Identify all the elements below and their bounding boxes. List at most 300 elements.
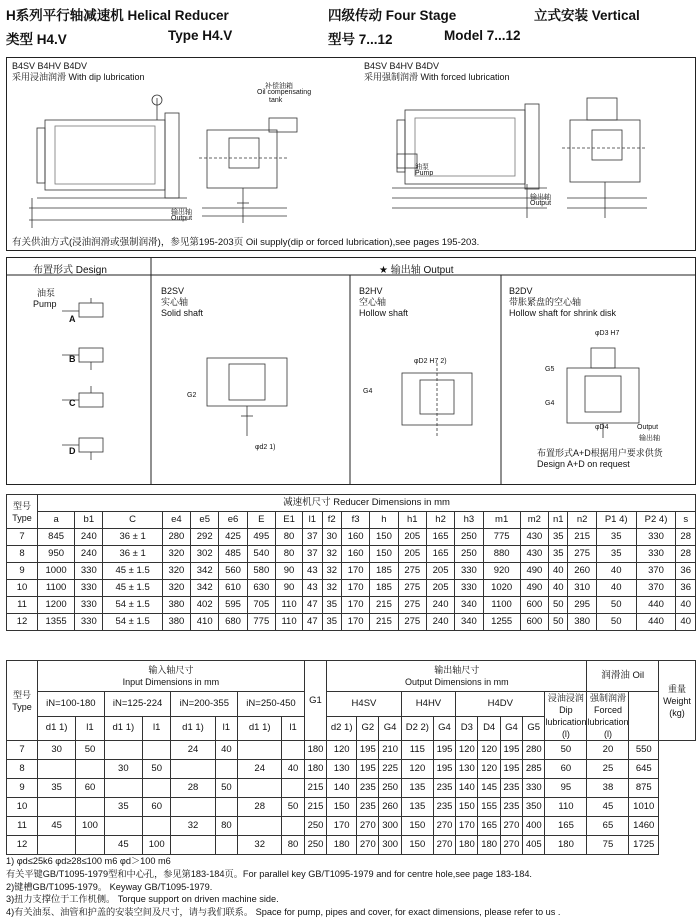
table-cell: 490 (520, 563, 548, 580)
table-cell: 370 (636, 580, 676, 597)
table-cell: 35 (549, 546, 568, 563)
t2-sub-header: G4 (379, 716, 401, 741)
forced-en2: lubrication (587, 717, 629, 727)
table-cell: 120 (456, 741, 478, 760)
table-cell: 195 (433, 741, 455, 760)
table-cell: 250 (379, 779, 401, 798)
table-cell: 235 (433, 779, 455, 798)
t2-sub-header: D2 2) (401, 716, 433, 741)
design-title: 布置形式 Design (33, 265, 107, 276)
table-cell: 170 (341, 580, 369, 597)
table-cell: 210 (379, 741, 401, 760)
table-cell (282, 779, 305, 798)
table-cell (142, 817, 170, 836)
output-title: ★ 输出轴 Output (379, 265, 454, 276)
table-cell: 40 (549, 563, 568, 580)
table-cell: 165 (478, 817, 500, 836)
t1-col-header: h (370, 512, 398, 529)
table-cell: 195 (357, 760, 379, 779)
table-cell: 37 (303, 546, 322, 563)
table-cell: 170 (341, 597, 369, 614)
table-cell (38, 760, 76, 779)
table-cell: 485 (219, 546, 247, 563)
table-cell: 342 (191, 563, 219, 580)
t2-sub-header: l1 (76, 716, 104, 741)
table-cell: 330 (455, 563, 483, 580)
table-cell: 45 (587, 798, 629, 817)
t2-sub-header: G5 (523, 716, 545, 741)
t2-sub-header: d1 1) (171, 716, 215, 741)
table-cell: 195 (500, 741, 522, 760)
b2hv-en: Hollow shaft (359, 308, 409, 318)
table-cell: 180 (478, 836, 500, 855)
dip-unit: (l) (561, 729, 570, 739)
table-cell: 215 (304, 798, 326, 817)
table-cell: 1100 (483, 597, 520, 614)
table-cell: 330 (636, 529, 676, 546)
output-cn-dv: 输出轴 (639, 435, 660, 442)
t2-g1-header: G1 (304, 661, 326, 741)
table-cell: 9 (7, 563, 38, 580)
table-cell: 50 (545, 741, 587, 760)
table-cell: 235 (357, 798, 379, 817)
table-cell (38, 798, 76, 817)
table-cell: 240 (426, 597, 454, 614)
D4-label: φD4 (595, 424, 609, 431)
table-cell: 80 (282, 836, 305, 855)
design-letter-a: A (69, 314, 76, 324)
table-cell: 11 (7, 817, 38, 836)
footnote-1: 1) φd≤25k6 φd≥28≤100 m6 φd＞100 m6 (6, 856, 171, 866)
table-cell: 185 (370, 580, 398, 597)
ratio-group-4: iN=250-450 (238, 692, 305, 717)
table-cell: 35 (322, 597, 341, 614)
t2-sub-header: G4 (500, 716, 522, 741)
g2-label: G2 (187, 392, 197, 399)
t2-sub-header: d1 1) (238, 716, 282, 741)
table-cell: 75 (587, 836, 629, 855)
ratio-group-2: iN=125-224 (104, 692, 171, 717)
table-cell: 28 (676, 546, 696, 563)
table-cell: 1355 (38, 614, 75, 631)
t2-model-header: 型号 Type (7, 661, 38, 741)
right-lub-label: 采用强制润滑 With forced lubrication (364, 72, 510, 82)
b2hv-cn: 空心轴 (359, 297, 387, 307)
table-cell: 215 (370, 614, 398, 631)
t1-col-header: a (38, 512, 75, 529)
table-cell: 115 (401, 741, 433, 760)
table-cell: 35 (596, 529, 636, 546)
table-cell (215, 836, 238, 855)
t2-sub-header: d1 1) (38, 716, 76, 741)
table-cell: 405 (523, 836, 545, 855)
table-cell: 35 (104, 798, 142, 817)
b2hv-label: B2HV (359, 286, 383, 296)
t1-col-header: s (676, 512, 696, 529)
ratio-group-1: iN=100-180 (38, 692, 105, 717)
t1-col-header: h2 (426, 512, 454, 529)
table-cell: 7 (7, 529, 38, 546)
table-cell: 36 ± 1 (103, 529, 162, 546)
table-cell: 45 ± 1.5 (103, 580, 162, 597)
table-cell: 80 (275, 546, 302, 563)
table-cell: 350 (523, 798, 545, 817)
table-row (7, 546, 696, 563)
table-row (7, 563, 696, 580)
t2-sub-header: D3 (456, 716, 478, 741)
title-type-en: Type H4.V (168, 28, 233, 43)
oil-supply-note: 有关供油方式(浸油润滑或强制润滑)，参见第195-203页 Oil supply(dip or forced lubrication),see pages 195-203. (12, 237, 480, 248)
table-cell: 330 (523, 779, 545, 798)
table-cell: 195 (357, 741, 379, 760)
table-cell: 35 (322, 614, 341, 631)
shaft-dimensions-table (6, 660, 696, 855)
table-cell: 380 (162, 597, 190, 614)
footnote-1b: 有关平键GB/T1095-1979型和中心孔，参见第183-184页。For parallel key GB/T1095-1979 and for centre hole,see page 183-184. (6, 868, 532, 879)
table-cell: 120 (478, 760, 500, 779)
b2dv-label: B2DV (509, 286, 533, 296)
table-cell: 36 (676, 580, 696, 597)
middle-panel (6, 257, 696, 485)
table-cell: 150 (401, 817, 433, 836)
table-cell: 50 (282, 798, 305, 817)
t1-col-header: f3 (341, 512, 369, 529)
table-cell: 260 (379, 798, 401, 817)
table-cell: 270 (500, 817, 522, 836)
table-cell (171, 760, 215, 779)
t1-col-header: f2 (322, 512, 341, 529)
table-cell: 215 (568, 529, 596, 546)
table-cell: 1000 (38, 563, 75, 580)
table-cell: 54 ± 1.5 (103, 597, 162, 614)
table-cell: 180 (304, 760, 326, 779)
table-cell: 8 (7, 760, 38, 779)
b2dv-cn: 带胀紧盘的空心轴 (509, 297, 582, 307)
table-cell (282, 817, 305, 836)
table-cell: 150 (370, 546, 398, 563)
t1-col-header: e5 (191, 512, 219, 529)
table-cell: 165 (426, 529, 454, 546)
table-cell: 50 (215, 779, 238, 798)
output-en-dv: Output (637, 424, 659, 431)
footnote-3: 3)扭力支撑位于工作机侧。 Torque support on driven machine side. (6, 894, 279, 905)
tank-en-label: Oil compensating (257, 89, 312, 96)
table-cell: 40 (215, 741, 238, 760)
table-cell: 11 (7, 597, 38, 614)
table-cell: 250 (304, 817, 326, 836)
table-cell (76, 836, 104, 855)
table-cell: 32 (171, 817, 215, 836)
table-cell: 130 (327, 760, 357, 779)
output-title-cn: 输出轴尺寸 (434, 665, 480, 675)
table-cell: 875 (629, 779, 659, 798)
table-cell: 630 (247, 580, 275, 597)
table-cell: 170 (341, 563, 369, 580)
tank-en2-label: tank (269, 97, 283, 104)
table-cell: 560 (219, 563, 247, 580)
t2-output-title (327, 661, 587, 692)
table-cell: 260 (568, 563, 596, 580)
table-cell: 40 (596, 563, 636, 580)
t1-col-header: m1 (483, 512, 520, 529)
table-cell: 50 (596, 597, 636, 614)
input-title-cn: 输入轴尺寸 (148, 665, 194, 675)
table-cell: 40 (676, 597, 696, 614)
table-cell (215, 760, 238, 779)
footnote-4: 4)有关油泵、油管和护盖的安装空间及尺寸，请与我们联系。 Space for pump, pipes and cover, for exact dimensions, please refer to us . (6, 907, 561, 918)
table-cell: 150 (401, 836, 433, 855)
forced-cn: 强制润滑 (589, 693, 626, 703)
table-cell (238, 779, 282, 798)
table-cell: 130 (456, 760, 478, 779)
t1-col-header: n2 (568, 512, 596, 529)
forced-unit: (l) (603, 729, 612, 739)
table-cell: 540 (247, 546, 275, 563)
h4dv-header: H4DV (456, 692, 545, 717)
table-cell: 205 (398, 546, 426, 563)
design-letter-d: D (69, 446, 76, 456)
table-cell: 330 (75, 563, 103, 580)
t1-col-header: E1 (275, 512, 302, 529)
h4hv-header: H4HV (401, 692, 455, 717)
t1-col-header: b1 (75, 512, 103, 529)
t1-col-header: P1 4) (596, 512, 636, 529)
t1-col-header: e6 (219, 512, 247, 529)
table-cell: 145 (478, 779, 500, 798)
table-cell: 295 (568, 597, 596, 614)
g4-label-dv: G4 (545, 400, 555, 407)
table-cell: 240 (426, 614, 454, 631)
table-cell: 40 (549, 580, 568, 597)
right-types-label: B4SV B4HV B4DV (364, 61, 440, 71)
table-cell: 40 (596, 580, 636, 597)
table-cell: 215 (370, 597, 398, 614)
t1-col-header: h3 (455, 512, 483, 529)
table-cell: 275 (398, 614, 426, 631)
table-row (7, 817, 696, 836)
table-cell: 50 (76, 741, 104, 760)
table-cell: 12 (7, 836, 38, 855)
table-cell: 24 (171, 741, 215, 760)
dip-lub-header (545, 692, 587, 741)
table-cell: 380 (568, 614, 596, 631)
t2-sub-header: l1 (282, 716, 305, 741)
table-cell: 320 (162, 546, 190, 563)
table-cell: 705 (247, 597, 275, 614)
table-cell: 340 (455, 614, 483, 631)
table-cell: 370 (636, 563, 676, 580)
table-cell: 310 (568, 580, 596, 597)
table-cell (238, 817, 282, 836)
table-cell: 270 (357, 836, 379, 855)
table-cell: 320 (162, 580, 190, 597)
t1-col-header: n1 (549, 512, 568, 529)
table-cell: 165 (426, 546, 454, 563)
left-lub-label: 采用浸油润滑 With dip lubrication (12, 72, 145, 82)
table-cell: 8 (7, 546, 38, 563)
table-cell: 1010 (629, 798, 659, 817)
t1-col-header: C (103, 512, 162, 529)
t2-sub-header: l1 (215, 716, 238, 741)
table-cell: 135 (401, 798, 433, 817)
table-cell: 50 (549, 597, 568, 614)
table-cell: 60 (142, 798, 170, 817)
D3-label: φD3 H7 (595, 330, 620, 337)
table-cell: 110 (275, 597, 302, 614)
table-cell: 320 (162, 563, 190, 580)
table-cell: 490 (520, 580, 548, 597)
table-cell: 380 (162, 614, 190, 631)
table-cell: 32 (322, 563, 341, 580)
table-row (7, 836, 696, 855)
table-cell: 205 (398, 529, 426, 546)
table-cell: 235 (500, 798, 522, 817)
table-cell (104, 741, 142, 760)
table-cell (142, 741, 170, 760)
table-cell: 645 (629, 760, 659, 779)
table-cell (142, 779, 170, 798)
table-cell: 165 (545, 817, 587, 836)
table-row (7, 798, 696, 817)
title-model-cn: 型号 7...12 (328, 32, 393, 47)
dip-en2: lubrication (545, 717, 587, 727)
table-cell: 47 (303, 614, 322, 631)
table-cell: 150 (370, 529, 398, 546)
t1-col-header: m2 (520, 512, 548, 529)
table-cell: 280 (523, 741, 545, 760)
table-cell: 60 (545, 760, 587, 779)
table-cell: 195 (500, 760, 522, 779)
table-cell: 595 (219, 597, 247, 614)
table-cell: 100 (76, 817, 104, 836)
b2sv-cn: 实心轴 (161, 297, 189, 307)
table-cell: 43 (303, 580, 322, 597)
page-header (6, 2, 696, 52)
table-cell (171, 836, 215, 855)
table-cell: 845 (38, 529, 75, 546)
table-cell: 90 (275, 580, 302, 597)
table-cell: 240 (75, 546, 103, 563)
table-cell: 920 (483, 563, 520, 580)
table-cell: 80 (215, 817, 238, 836)
design-ad-en: Design A+D on request (537, 459, 630, 469)
table-cell: 30 (38, 741, 76, 760)
reducer-technical-drawing (7, 58, 695, 250)
output-title-en: Output Dimensions in mm (405, 677, 509, 687)
left-types-label: B4SV B4HV B4DV (12, 61, 88, 71)
table-cell: 28 (676, 529, 696, 546)
table-row (7, 597, 696, 614)
table-cell: 28 (171, 779, 215, 798)
table-cell: 180 (545, 836, 587, 855)
table-cell: 775 (483, 529, 520, 546)
table-cell: 250 (455, 546, 483, 563)
forced-lub-header (587, 692, 629, 741)
pump-cn-label: 油泵 (415, 164, 429, 171)
table-cell: 120 (478, 741, 500, 760)
table-cell: 170 (456, 817, 478, 836)
dip-cn: 浸油浸润 (547, 693, 584, 703)
table-cell: 330 (455, 580, 483, 597)
table-cell: 40 (282, 760, 305, 779)
table-cell: 292 (191, 529, 219, 546)
table-cell: 45 ± 1.5 (103, 563, 162, 580)
table-cell: 235 (500, 779, 522, 798)
table-cell: 10 (7, 798, 38, 817)
table-cell: 1020 (483, 580, 520, 597)
t1-col-header: E (247, 512, 275, 529)
table-cell: 32 (322, 580, 341, 597)
tank-cn-label: 补偿油箱 (265, 83, 293, 90)
table-cell: 7 (7, 741, 38, 760)
t1-col-header: h1 (398, 512, 426, 529)
dip-en1: Dip (559, 705, 573, 715)
title-type-cn: 类型 H4.V (6, 32, 67, 47)
g5-label: G5 (545, 366, 555, 373)
table-cell: 90 (275, 563, 302, 580)
t2-sub-header: d1 1) (104, 716, 142, 741)
table-cell: 680 (219, 614, 247, 631)
table-cell: 36 (676, 563, 696, 580)
table-cell: 160 (341, 529, 369, 546)
table-cell: 50 (596, 614, 636, 631)
table-cell: 30 (104, 760, 142, 779)
table-cell (104, 817, 142, 836)
table-cell: 235 (357, 779, 379, 798)
table-cell: 185 (370, 563, 398, 580)
table-cell: 160 (341, 546, 369, 563)
table-cell: 100 (142, 836, 170, 855)
table-cell (104, 779, 142, 798)
table-row (7, 760, 696, 779)
table-cell: 330 (75, 597, 103, 614)
t2-sub-header: l1 (142, 716, 170, 741)
table-row (7, 741, 696, 760)
table-row (7, 614, 696, 631)
forced-en1: Forced (593, 705, 622, 715)
table-cell: 1255 (483, 614, 520, 631)
table-cell (76, 798, 104, 817)
table-cell: 50 (142, 760, 170, 779)
h4sv-header: H4SV (327, 692, 402, 717)
table-cell: 54 ± 1.5 (103, 614, 162, 631)
t1-col-header: P2 4) (636, 512, 676, 529)
table-cell: 600 (520, 614, 548, 631)
table-cell: 215 (304, 779, 326, 798)
pump-en-label: Pump (415, 170, 434, 177)
table-cell: 25 (587, 760, 629, 779)
table-cell: 36 ± 1 (103, 546, 162, 563)
table-cell: 180 (456, 836, 478, 855)
D2-label: φD2 H7 2) (414, 358, 447, 365)
design-ad-cn: 布置形式A+D根据用户要求供货 (537, 448, 663, 458)
pump-en-mid: Pump (33, 299, 57, 309)
table-cell: 275 (398, 597, 426, 614)
table-cell: 330 (75, 580, 103, 597)
output-en-left: Output (171, 215, 193, 222)
t1-col-header: l1 (303, 512, 322, 529)
t1-title: 减速机尺寸 Reducer Dimensions in mm (38, 495, 696, 512)
reducer-dimensions-table (6, 494, 696, 631)
table-cell: 180 (327, 836, 357, 855)
table-cell: 402 (191, 597, 219, 614)
weight-cn: 重量 (667, 683, 686, 694)
table-cell: 150 (456, 798, 478, 817)
table-cell: 65 (587, 817, 629, 836)
t1-model-header: 型号 Type (7, 495, 38, 529)
table-cell: 47 (303, 597, 322, 614)
table-cell: 775 (247, 614, 275, 631)
